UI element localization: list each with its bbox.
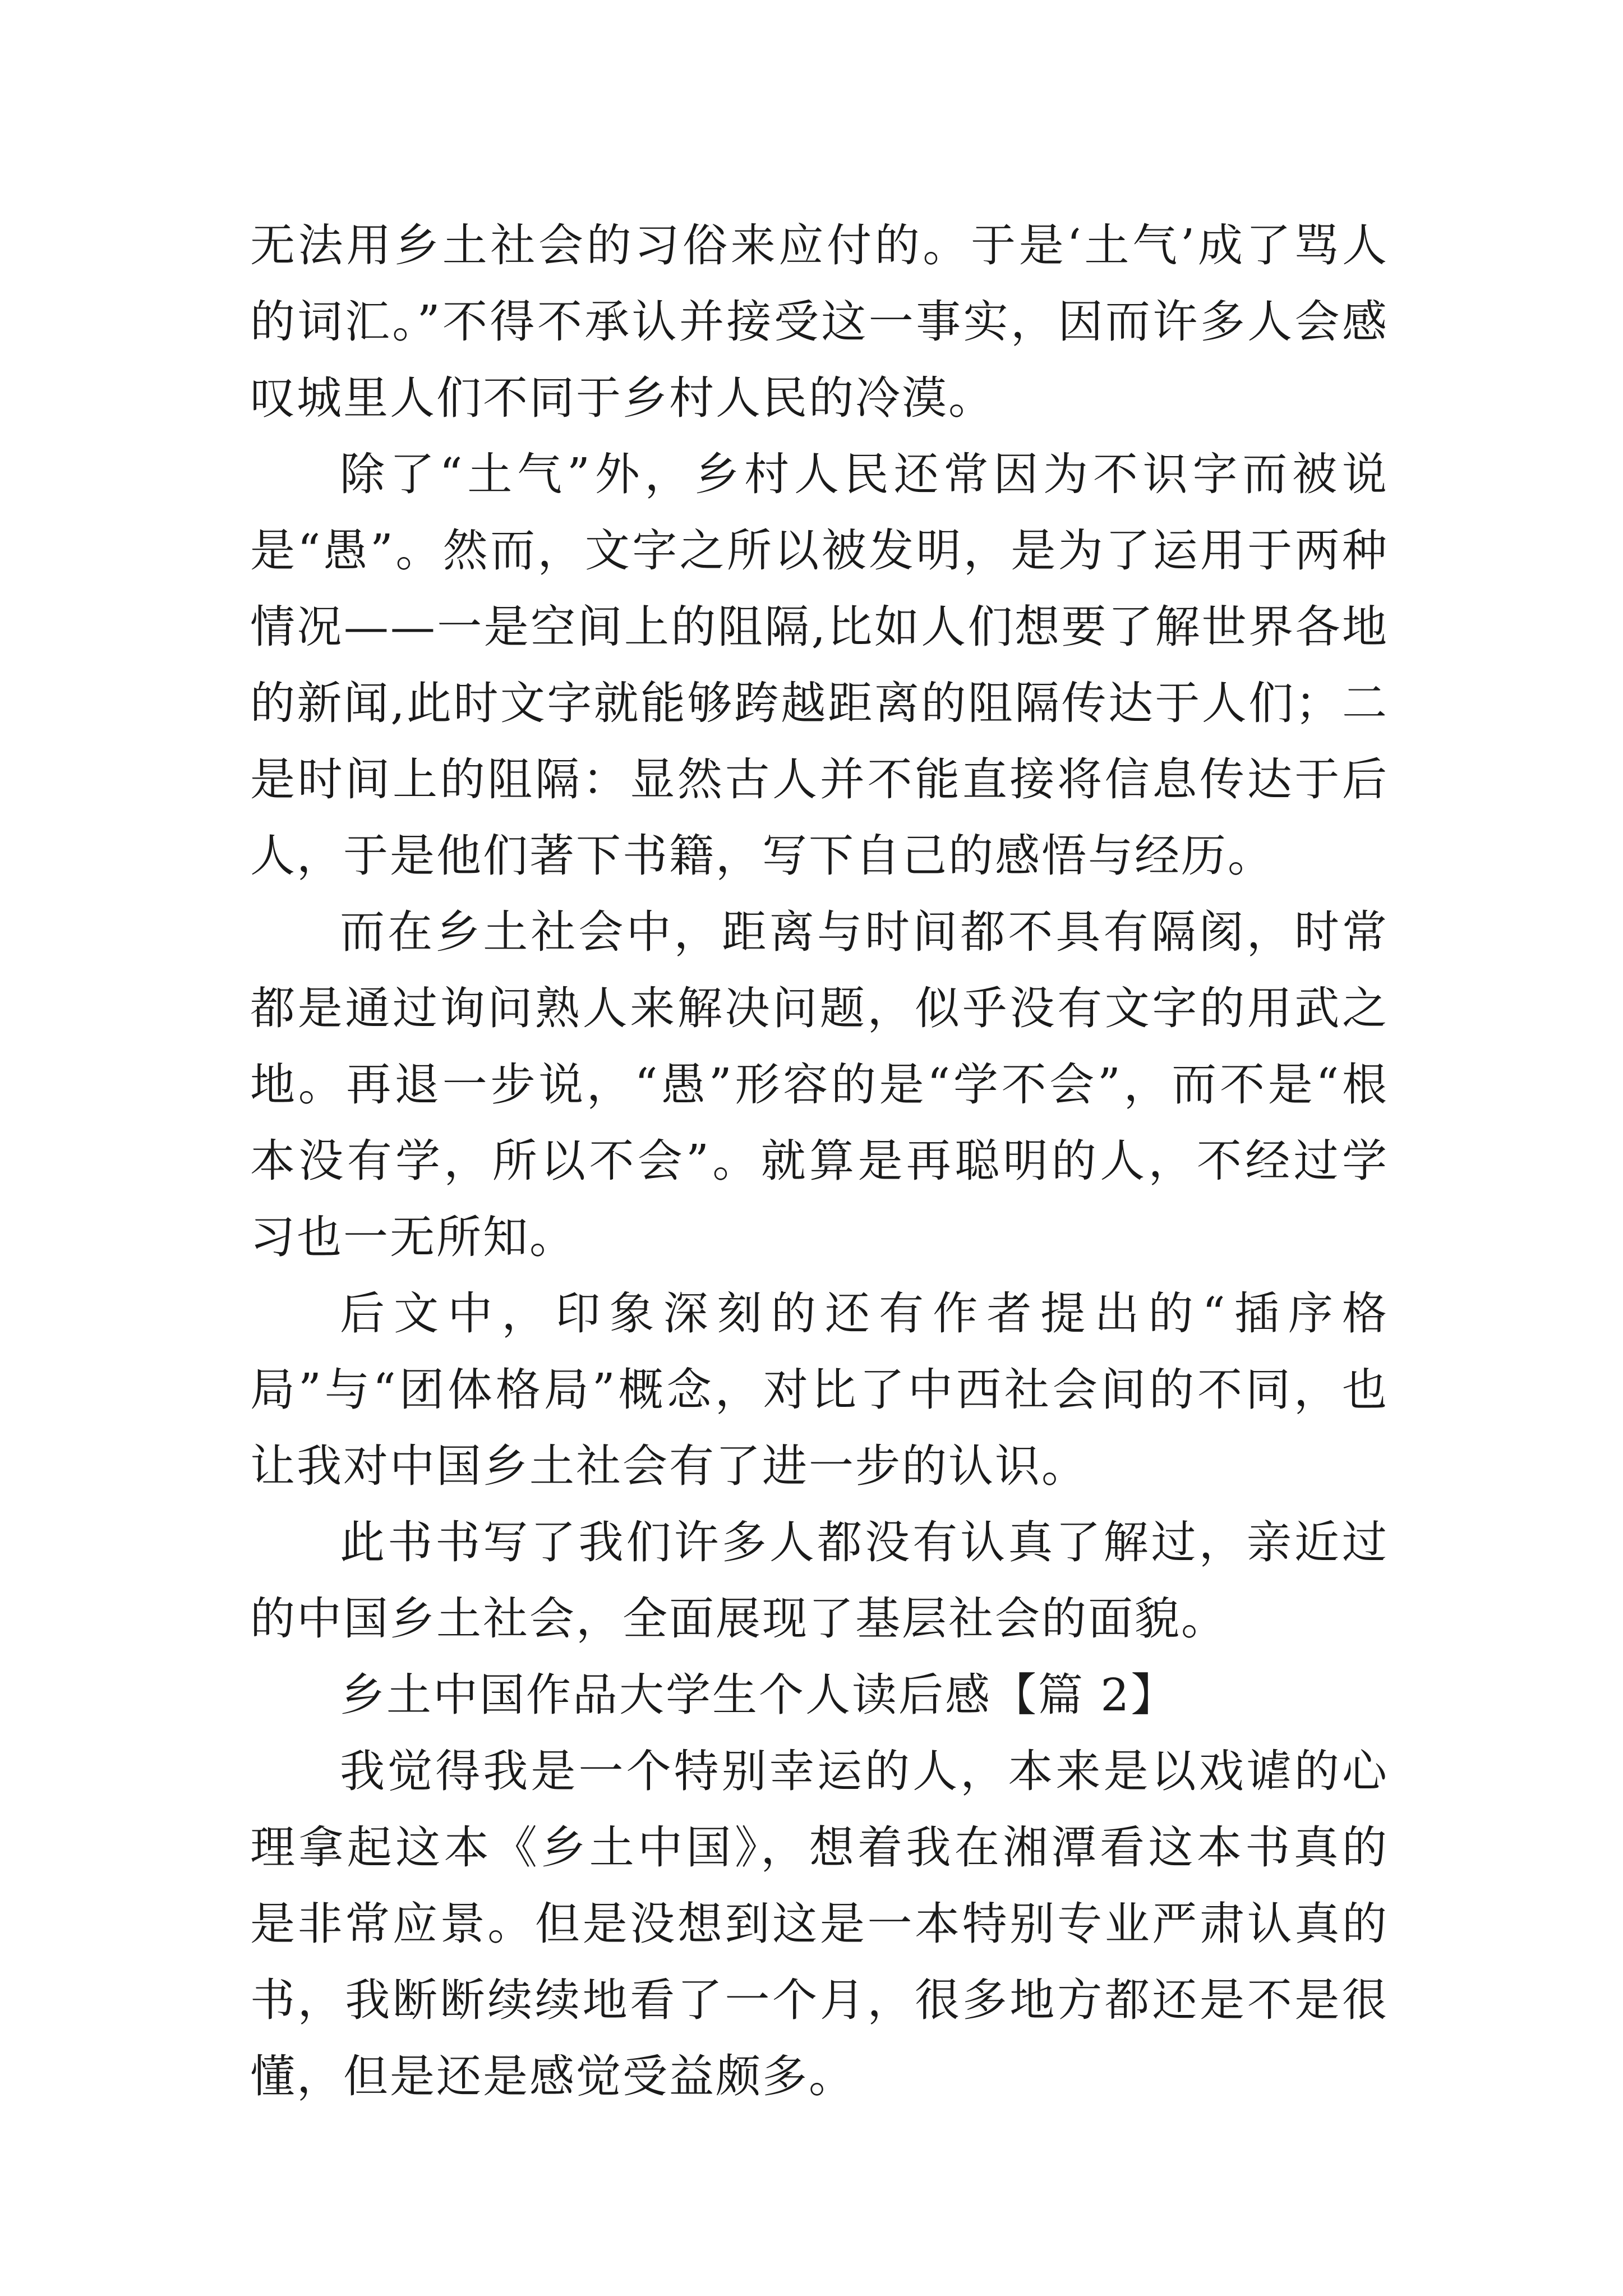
paragraph-5: 此书书写了我们许多人都没有认真了解过，亲近过的中国乡土社会，全面展现了基层社会的面貌。 (250, 1516, 1389, 1645)
paragraph-2: 除了“土气”外，乡村人民还常因为不识字而被说是“愚”。然而，文字之所以被发明，是为了运用于两种情况——一是空间上的阻隔,比如人们想要了解世界各地的新闻,此时文字就能够跨越距离的阻隔传达于人们；二是时间上的阻隔：显然古人并不能直接将信息传达于后人，于是他们著下书籍，写下自己的感悟与经历。 (250, 448, 1389, 882)
paragraph-1: 无法用乡土社会的习俗来应付的。于是‘土气’成了骂人的词汇。”不得不承认并接受这一事实，因而许多人会感叹城里人们不同于乡村人民的冷漠。 (250, 219, 1389, 424)
paragraph-6: 我觉得我是一个特别幸运的人，本来是以戏谑的心理拿起这本《乡土中国》，想着我在湘潭看这本书真的是非常应景。但是没想到这是一本特别专业严肃认真的书，我断断续续地看了一个月，很多地方都还是不是很懂，但是还是感觉受益颇多。 (250, 1745, 1389, 2102)
document-body (250, 208, 1389, 2115)
paragraph-3: 而在乡土社会中，距离与时间都不具有隔阂，时常都是通过询问熟人来解决问题，似乎没有文字的用武之地。再退一步说，“愚”形容的是“学不会”，而不是“根本没有学，所以不会”。就算是再聪明的人，不经过学习也一无所知。 (250, 906, 1389, 1263)
section-heading: 乡土中国作品大学生个人读后感【篇 2】 (340, 1669, 1178, 1721)
paragraph-4: 后文中，印象深刻的还有作者提出的“插序格局”与“团体格局”概念，对比了中西社会间的不同，也让我对中国乡土社会有了进一步的认识。 (250, 1287, 1389, 1492)
